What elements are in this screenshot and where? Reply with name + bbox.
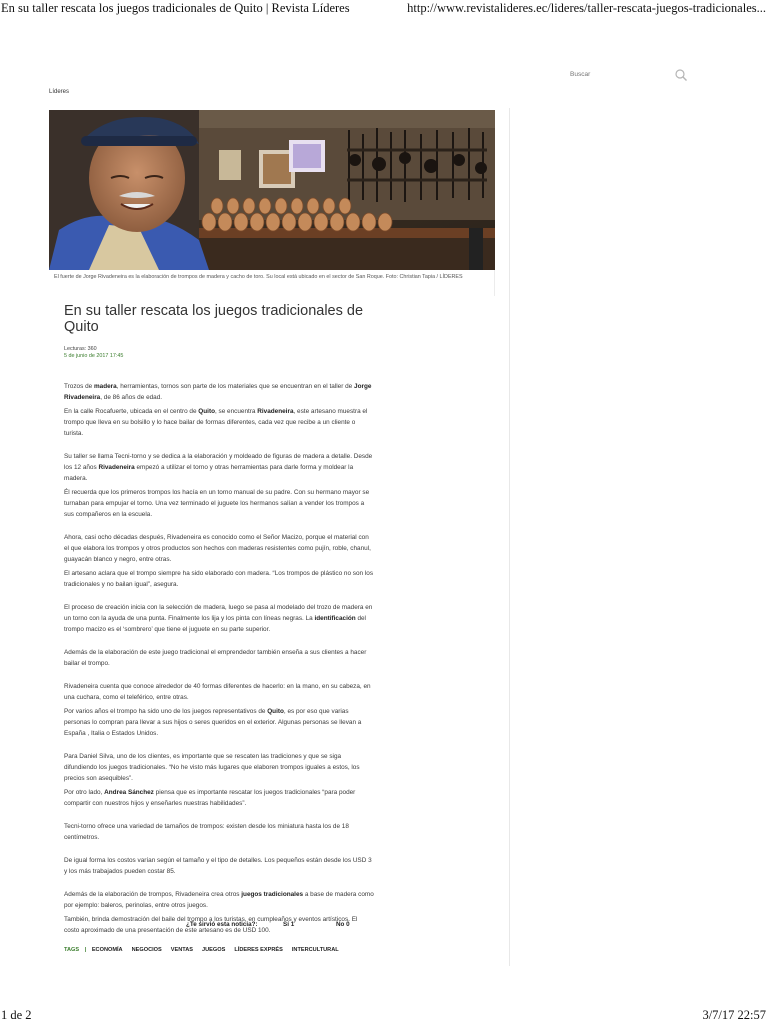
paragraph-text: , se encuentra bbox=[214, 408, 258, 415]
feedback-no-button[interactable]: No 0 bbox=[336, 921, 350, 928]
search-bar bbox=[566, 66, 690, 84]
emphasis-text: juegos tradicionales bbox=[241, 891, 304, 898]
paragraph-text: Tecni-torno ofrece una variedad de tamaños de trompos: existen desde los miniatura hasta los de 18 centímetros. bbox=[64, 823, 349, 841]
print-header bbox=[0, 0, 768, 18]
paragraph-text: del trompo macizo es el ‘sombrero’ que tiene el juguete en su parte superior. bbox=[64, 615, 366, 633]
search-input[interactable] bbox=[566, 66, 679, 82]
paragraph-text: Él recuerda que los primeros trompos los hacía en un torno manual de su padre. Con su hermano mayor se turnaban para empujar el torno. Una vez terminado el juguete los hermanos salían a vender los trompos a sus compañeros en la escuela. bbox=[64, 489, 370, 518]
paragraph-text: Por otro lado, bbox=[64, 789, 105, 796]
paragraph-text: Por varios años el trompo ha sido uno de los juegos representativos de bbox=[64, 708, 268, 715]
emphasis-text: identificación bbox=[314, 615, 356, 622]
emphasis-text: Rivadeneira bbox=[98, 464, 135, 471]
site-section-label[interactable]: Líderes bbox=[49, 89, 70, 95]
emphasis-text: Andrea Sánchez bbox=[104, 789, 154, 796]
paragraph-text: a base de madera como por ejemplo: baleros, perinolas, entre otros juegos. bbox=[64, 891, 374, 909]
paragraph-text: empezó a utilizar el torno y otras herramientas para darle forma y moldear la madera. bbox=[64, 464, 354, 482]
hero-photo bbox=[49, 110, 495, 270]
article-paragraph bbox=[64, 889, 374, 911]
paragraph-text: El artesano aclara que el trompo siempre ha sido elaborado con madera. “Los trompos de plástico no son los tradicionales y no bailan igual”, asegura. bbox=[64, 570, 374, 588]
tag-link[interactable]: NEGOCIOS bbox=[131, 947, 162, 953]
article-paragraph bbox=[64, 381, 374, 403]
paragraph-text: Rivadeneira cuenta que conoce alrededor de 40 formas diferentes de hacerlo: en la mano, en su cabeza, en una cuchara, como el teleférico, entre otras. bbox=[64, 683, 371, 701]
column-divider bbox=[509, 108, 510, 966]
page-title: En su taller rescata los juegos tradicionales de Quito | Revista Líderes bbox=[1, 1, 350, 15]
article-headline: En su taller rescata los juegos tradicionales de Quito bbox=[64, 303, 364, 335]
article-paragraph bbox=[64, 706, 374, 739]
paragraph-text: Ahora, casi ocho décadas después, Rivadeneira es conocido como el Señor Macizo, porque el material con el que elabora los trompos y otros productos son hechos con maderas resistentes como pujín, roble, chanul, guayacán blanco y negro, entre otras. bbox=[64, 534, 371, 563]
article-paragraph bbox=[64, 855, 374, 877]
article-paragraph bbox=[64, 487, 374, 520]
tags-label: TAGS bbox=[64, 947, 80, 953]
tag-link[interactable]: VENTAS bbox=[170, 947, 194, 953]
article-body bbox=[64, 381, 374, 936]
paragraph-text: , es por eso que varias personas lo compran para llevar a sus hijos o seres queridos en el exterior. Algunas personas se llevan a España , Italia o Estados Unidos. bbox=[64, 708, 362, 737]
article-paragraph bbox=[64, 787, 374, 809]
article-paragraph bbox=[64, 821, 374, 843]
page-url[interactable]: http://www.revistalideres.ec/lideres/taller-rescata-juegos-tradicionales... bbox=[407, 1, 766, 15]
publish-date: 5 de junio de 2017 17:45 bbox=[64, 353, 124, 359]
emphasis-text: Jorge Rivadeneira bbox=[64, 383, 372, 401]
paragraph-text: En la calle Rocafuerte, ubicada en el centro de bbox=[64, 408, 199, 415]
article-paragraph bbox=[64, 451, 374, 484]
print-page-number: 1 de 2 bbox=[1, 1008, 32, 1022]
paragraph-text: , de 86 años de edad. bbox=[100, 394, 163, 401]
tag-link[interactable]: JUEGOS bbox=[202, 947, 226, 953]
tag-link[interactable]: ECONOMÍA bbox=[91, 947, 123, 953]
photo-caption: El fuerte de Jorge Rivadeneira es la elaboración de trompos de madera y cacho de toro. Su local está ubicado en el sector de San Roque. Foto: Christian Tapia / LÍDERES bbox=[54, 274, 463, 280]
paragraph-text: , este artesano muestra el trompo que lleva en su bolsillo y lo hace bailar de formas diferentes, cada vez que recibe a un cliente o turista. bbox=[64, 408, 368, 437]
read-count: Lecturas: 360 bbox=[64, 346, 97, 352]
emphasis-text: Quito bbox=[267, 708, 284, 715]
artisan-workshop-photo bbox=[49, 110, 495, 270]
paragraph-text: Para Daniel Silva, uno de los clientes, es importante que se rescaten las tradiciones y que se siga difundiendo los juegos tradicionales. “No he visto más lugares que elaboren trompos iguales a estos, los precios son asequibles”. bbox=[64, 753, 360, 782]
article-paragraph bbox=[64, 568, 374, 590]
paragraph-text: , herramientas, tornos son parte de los materiales que se encuentran en el taller de bbox=[116, 383, 355, 390]
paragraph-text: De igual forma los costos varían según el tamaño y el tipo de detalles. Los pequeños están desde los USD 3 y los más trabajados pueden costar 85. bbox=[64, 857, 372, 875]
paragraph-text: Además de la elaboración de este juego tradicional el emprendedor también enseña a sus clientes a hacer bailar el trompo. bbox=[64, 649, 367, 667]
article-paragraph bbox=[64, 602, 374, 635]
emphasis-text: Quito bbox=[198, 408, 215, 415]
paragraph-text: Trozos de bbox=[64, 383, 94, 390]
article-paragraph bbox=[64, 406, 374, 439]
emphasis-text: madera bbox=[93, 383, 117, 390]
tag-link[interactable]: INTERCULTURAL bbox=[291, 947, 339, 953]
tags-separator: | bbox=[84, 947, 87, 953]
search-icon[interactable] bbox=[674, 68, 688, 82]
article-paragraph bbox=[64, 532, 374, 565]
paragraph-text: El proceso de creación inicia con la selección de madera, luego se pasa al modelado del trozo de madera en un torno con la ayuda de una punta. Finalmente los lija y los pinta con líneas negras. La bbox=[64, 604, 373, 622]
tag-list bbox=[64, 947, 348, 953]
emphasis-text: Rivadeneira bbox=[257, 408, 294, 415]
paragraph-text: piensa que es importante rescatar los juegos tradicionales “para poder compartir con nuestros hijos y enseñarles nuestras habilidades”. bbox=[64, 789, 356, 807]
print-timestamp: 3/7/17 22:57 bbox=[702, 1008, 766, 1022]
article-paragraph bbox=[64, 751, 374, 784]
feedback-question: ¿Te sirvió esta noticia?: bbox=[186, 921, 258, 928]
paragraph-text: Su taller se llama Tecni-torno y se dedica a la elaboración y moldeado de figuras de madera a detalle. Desde los 12 años bbox=[64, 453, 373, 471]
feedback-yes-button[interactable]: Sí 1 bbox=[283, 921, 295, 928]
paragraph-text: Además de la elaboración de trompos, Rivadeneira crea otros bbox=[64, 891, 242, 898]
tag-link[interactable]: LÍDERES EXPRÉS bbox=[234, 947, 283, 953]
feedback-bar bbox=[0, 921, 768, 931]
article-paragraph bbox=[64, 681, 374, 703]
article-paragraph bbox=[64, 647, 374, 669]
paragraph-text: También, brinda demostración del baile del trompo a los turistas, en cumpleaños y eventos artísticos. El costo aproximado de una presentación de este artesano es de USD 100. bbox=[64, 916, 358, 934]
